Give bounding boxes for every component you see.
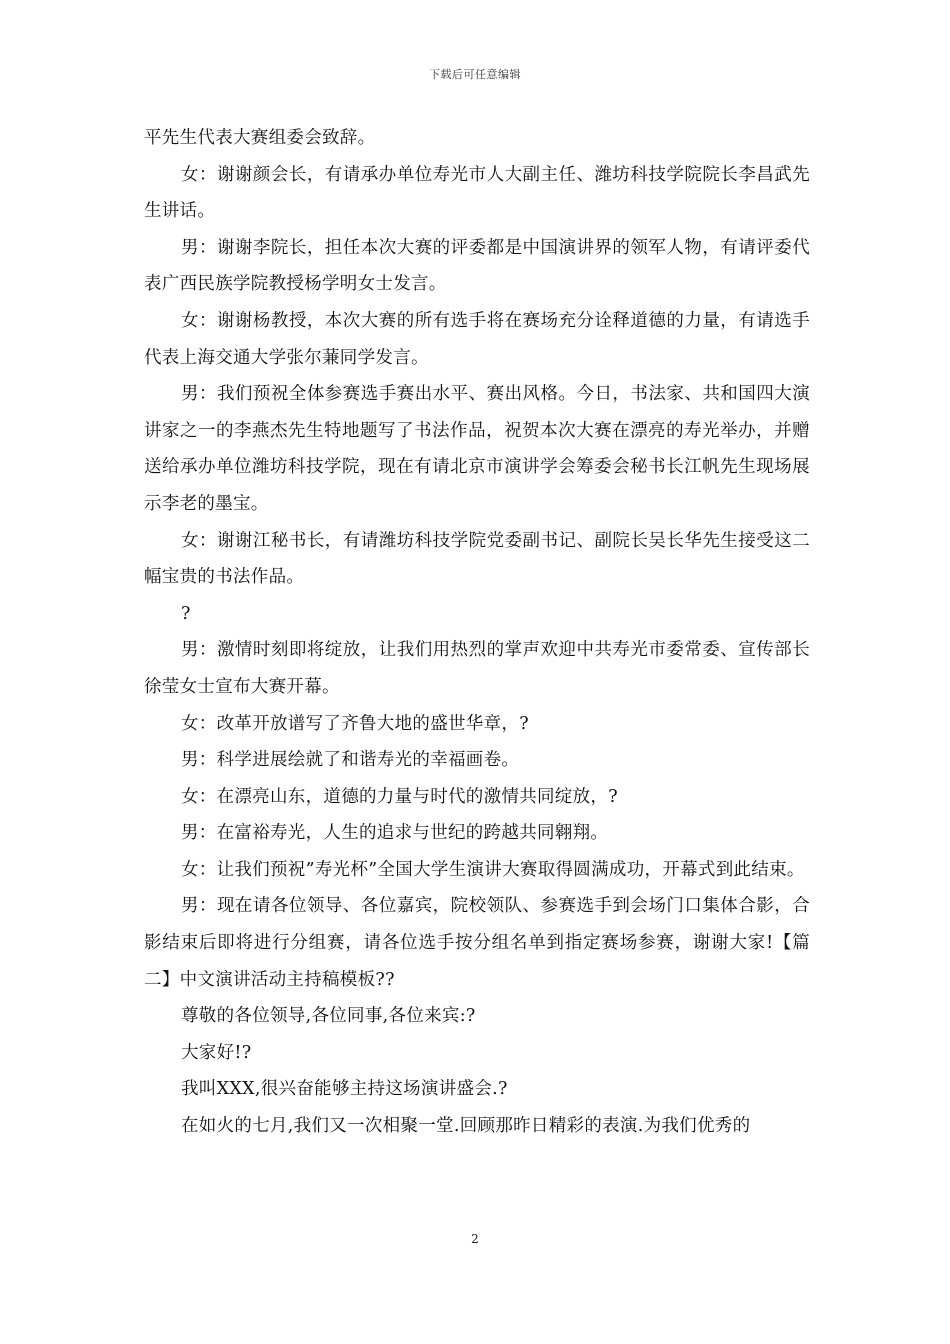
paragraph: 男：激情时刻即将绽放，让我们用热烈的掌声欢迎中共寿光市委常委、宣传部长徐莹女士宣布大赛开幕。: [144, 640, 810, 697]
document-body: [144, 120, 810, 1145]
paragraph: ?: [181, 603, 191, 624]
paragraph: 大家好!?: [181, 1042, 252, 1063]
paragraph: 女：让我们预祝”寿光杯”全国大学生演讲大赛取得圆满成功，开幕式到此结束。: [181, 859, 805, 880]
paragraph: 平先生代表大赛组委会致辞。: [144, 128, 376, 148]
paragraph: 男：现在请各位领导、各位嘉宾，院校领队、参赛选手到会场门口集体合影，合影结束后即将进行分组赛，请各位选手按分组名单到指定赛场参赛，谢谢大家!【篇二】中文演讲活动主持稿模板??: [144, 896, 810, 990]
paragraph: 女：在漂亮山东，道德的力量与时代的激情共同绽放，?: [181, 786, 618, 807]
paragraph: 女：谢谢颜会长，有请承办单位寿光市人大副主任、潍坊科技学院院长李昌武先生讲话。: [144, 164, 810, 222]
paragraph: 女：谢谢杨教授，本次大赛的所有选手将在赛场充分诠释道德的力量，有请选手代表上海交通大学张尔蒹同学发言。: [144, 310, 810, 368]
page-number: 2: [471, 1232, 479, 1246]
paragraph: 男：我们预祝全体参赛选手赛出水平、赛出风格。今日，书法家、共和国四大演讲家之一的李燕杰先生特地题写了书法作品，祝贺本次大赛在漂亮的寿光举办，并赠送给承办单位潍坊科技学院，现在有请北京市演讲学会筹委会秘书长江帆先生现场展示李老的墨宝。: [144, 384, 810, 514]
paragraph: 男：谢谢李院长，担任本次大赛的评委都是中国演讲界的领军人物，有请评委代表广西民族学院教授杨学明女士发言。: [144, 237, 810, 295]
paragraph: 男：科学进展绘就了和谐寿光的幸福画卷。: [181, 750, 520, 771]
paragraph: 男：在富裕寿光，人生的追求与世纪的跨越共同翱翔。: [181, 823, 609, 844]
paragraph: 女：谢谢江秘书长，有请潍坊科技学院党委副书记、副院长吴长华先生接受这二幅宝贵的书法作品。: [144, 530, 810, 588]
paragraph: 尊敬的各位领导,各位同事,各位来宾:?: [181, 1006, 476, 1027]
page-header: 下载后可任意编辑: [429, 68, 521, 81]
paragraph: 我叫XXX,很兴奋能够主持这场演讲盛会.?: [181, 1079, 508, 1100]
paragraph: 在如火的七月,我们又一次相聚一堂.回顾那昨日精彩的表演.为我们优秀的: [181, 1116, 751, 1137]
paragraph: 女：改革开放谱写了齐鲁大地的盛世华章，?: [181, 713, 529, 734]
